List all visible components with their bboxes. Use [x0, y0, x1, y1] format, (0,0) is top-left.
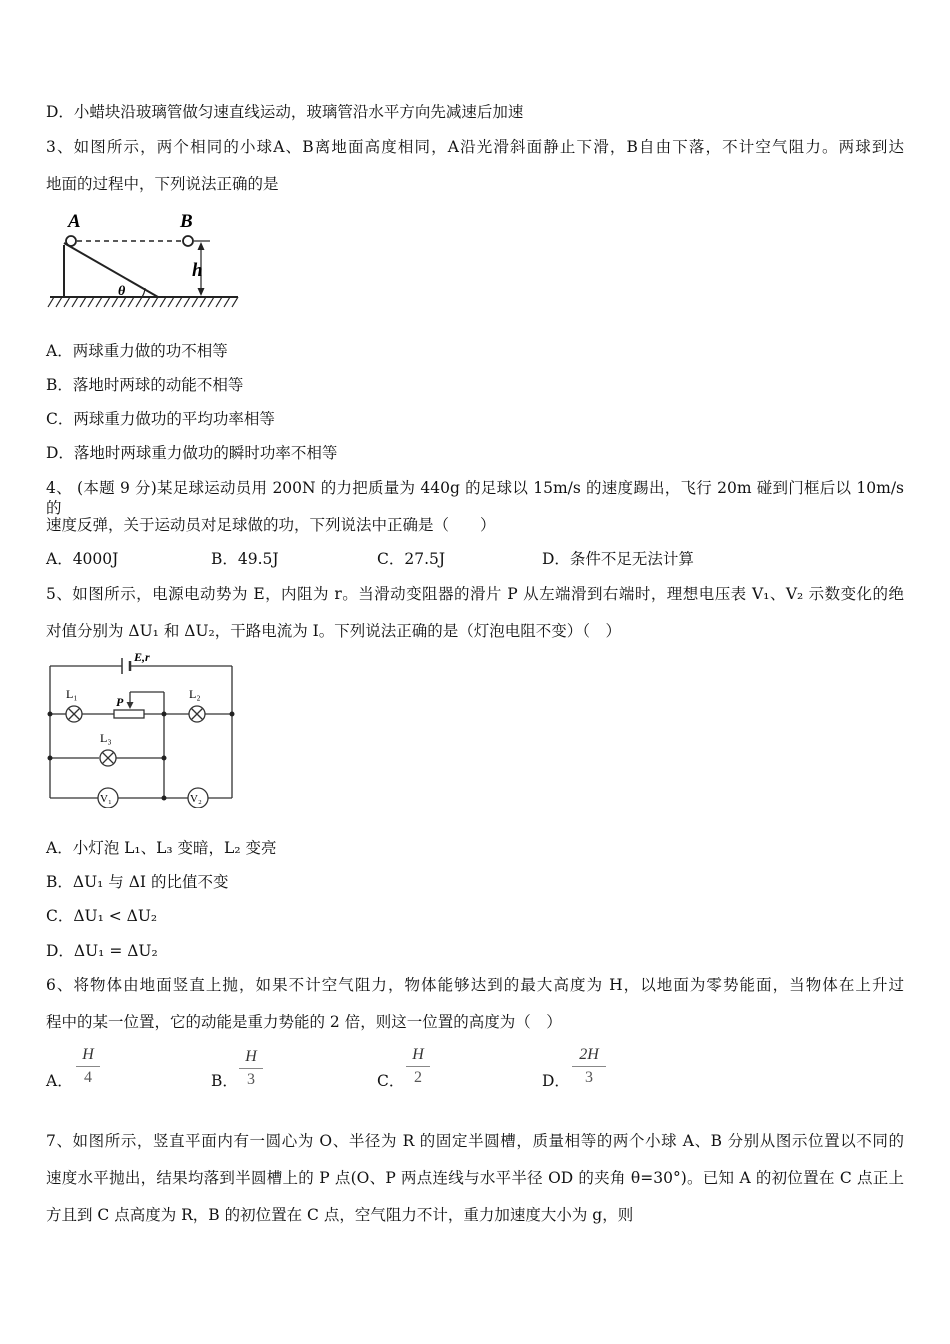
theta-label: θ — [118, 284, 126, 299]
q4-option-c: C．27.5J — [377, 550, 446, 568]
q4-option-b: B．49.5J — [211, 550, 279, 568]
q3-incline-figure — [46, 205, 246, 315]
q6-option-c-fraction — [406, 1046, 430, 1087]
q6-option-b-label: B． — [211, 1072, 238, 1090]
q6-option-c-denominator: 2 — [414, 1069, 422, 1086]
v1-label: V₁ — [100, 793, 112, 805]
q7-stem-line2: 速度水平抛出，结果均落到半圆槽上的 P 点(O、P 两点连线与水平半径 OD 的夹角 θ=30°)。已知 A 的初位置在 C 点正上 — [46, 1169, 904, 1187]
q6-option-d-denominator: 3 — [585, 1069, 593, 1086]
q6-stem-line2: 程中的某一位置，它的动能是重力势能的 2 倍，则这一位置的高度为（ ） — [46, 1013, 562, 1031]
q3-option-b: B．落地时两球的动能不相等 — [46, 376, 244, 394]
q5-option-d: D．ΔU₁ = ΔU₂ — [46, 942, 158, 960]
q6-option-b-denominator: 3 — [247, 1071, 255, 1088]
q6-option-b-fraction — [239, 1048, 263, 1089]
q6-option-d-numerator: 2H — [579, 1046, 599, 1063]
q3-option-a: A．两球重力做的功不相等 — [46, 342, 228, 360]
q4-option-a: A．4000J — [46, 550, 119, 568]
q3-stem-line1: 3、如图所示，两个相同的小球A、B离地面高度相同，A沿光滑斜面静止下滑，B自由下落，不计空气阻力。两球到达 — [46, 138, 904, 156]
incline-slope — [64, 243, 158, 297]
height-label: h — [192, 260, 203, 281]
q3-stem-line2: 地面的过程中，下列说法正确的是 — [46, 175, 279, 193]
q6-option-a-denominator: 4 — [84, 1069, 92, 1086]
l1-label: L₁ — [66, 687, 78, 701]
q6-option-c-numerator: H — [412, 1046, 424, 1063]
q5-option-c: C．ΔU₁ < ΔU₂ — [46, 907, 158, 925]
q5-option-a: A．小灯泡 L₁、L₃ 变暗，L₂ 变亮 — [46, 839, 277, 857]
q6-option-a-numerator: H — [82, 1046, 94, 1063]
source-label: E,r — [134, 650, 150, 664]
ball-a-label: A — [68, 211, 81, 232]
l3-label: L₃ — [100, 731, 112, 745]
q7-stem-line1: 7、如图所示，竖直平面内有一圆心为 O、半径为 R 的固定半圆槽，质量相等的两个小球 A、B 分别从图示位置以不同的 — [46, 1132, 904, 1150]
q5-stem-line2: 对值分别为 ΔU₁ 和 ΔU₂，干路电流为 I。下列说法正确的是（灯泡电阻不变）（ ） — [46, 622, 622, 640]
q4-option-d: D．条件不足无法计算 — [542, 550, 694, 568]
q4-stem-line1: 4、 (本题 9 分)某足球运动员用 200N 的力把质量为 440g 的足球以 15m/s 的速度踢出，飞行 20m 碰到门框后以 10m/s 的 — [46, 479, 904, 517]
q3-option-c: C．两球重力做功的平均功率相等 — [46, 410, 275, 428]
q5-option-b: B．ΔU₁ 与 ΔI 的比值不变 — [46, 873, 229, 891]
q6-stem-line1: 6、将物体由地面竖直上抛，如果不计空气阻力，物体能够达到的最大高度为 H，以地面为零势能面，当物体在上升过 — [46, 976, 904, 994]
ball-a — [66, 236, 76, 246]
q7-stem-line3: 方且到 C 点高度为 R，B 的初位置在 C 点，空气阻力不计，重力加速度大小为 g，则 — [46, 1206, 634, 1224]
rheostat — [114, 710, 144, 718]
q5-circuit-figure — [46, 648, 246, 808]
l2-label: L₂ — [189, 687, 201, 701]
slider-label: P — [116, 695, 124, 709]
v2-label: V₂ — [190, 793, 202, 805]
q6-option-d-label: D． — [542, 1072, 570, 1090]
q4-stem-line2: 速度反弹，关于运动员对足球做的功，下列说法中正确是（ ） — [46, 516, 496, 534]
q6-option-c-label: C． — [377, 1072, 405, 1090]
ball-b-label: B — [180, 211, 193, 232]
q5-stem-line1: 5、如图所示，电源电动势为 E，内阻为 r。当滑动变阻器的滑片 P 从左端滑到右端时，理想电压表 V₁、V₂ 示数变化的绝 — [46, 585, 904, 603]
q2-option-d: D．小蜡块沿玻璃管做匀速直线运动，玻璃管沿水平方向先减速后加速 — [46, 103, 524, 121]
q6-option-a-fraction — [76, 1046, 100, 1087]
q3-option-d: D．落地时两球重力做功的瞬时功率不相等 — [46, 444, 338, 462]
q6-option-a-label: A． — [46, 1072, 73, 1090]
q6-option-d-fraction — [572, 1046, 606, 1087]
ball-b — [183, 236, 193, 246]
q6-option-b-numerator: H — [245, 1048, 257, 1065]
